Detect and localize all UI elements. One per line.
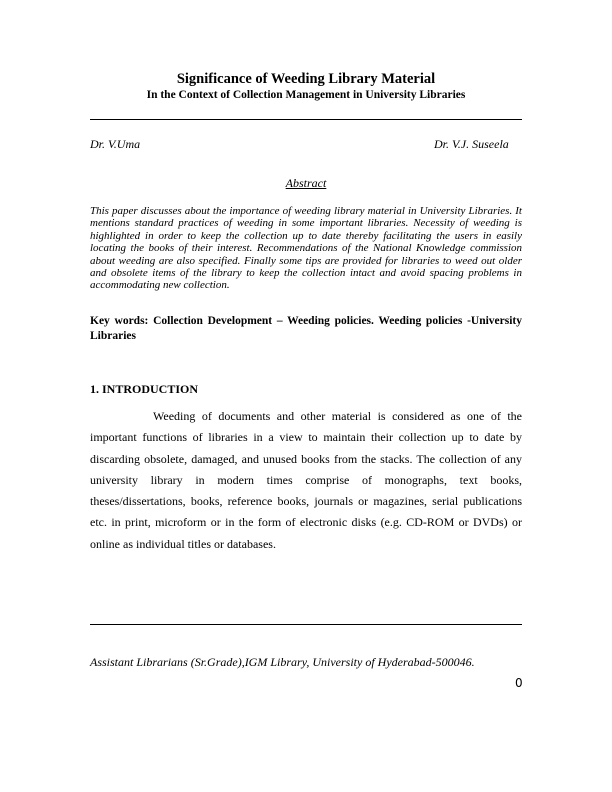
footnote: Assistant Librarians (Sr.Grade),IGM Library, University of Hyderabad-500046. [90,655,475,669]
footnote-rule [90,624,522,625]
paper-subtitle: In the Context of Collection Management in University Libraries [146,89,466,101]
author-left: Dr. V.Uma [90,137,141,151]
paper-title: Significance of Weeding Library Material [176,71,436,87]
page-number: 0 [515,676,523,690]
author-right: Dr. V.J. Suseela [434,137,509,151]
keywords: Key words: Collection Development – Weeding policies. Weeding policies -University Libraries [90,315,522,342]
abstract-heading: Abstract [285,176,327,190]
section-heading-introduction: 1. INTRODUCTION [90,382,199,396]
abstract-body: This paper discusses about the importance of weeding library material in University Libraries. It mentions standard practices of weeding in some important libraries. Necessity of weeding is highlighted in order to keep the collection up to date thereby facilitating the users in easily locating the books of their interest. Recommendations of the National Knowledge commission about weeding are also specified. Finally some tips are provided for libraries to weed out older and obsolete items of the library to keep the collection intact and avoid spacing problems in accommodating new collection. [90,205,522,292]
introduction-body: Weeding of documents and other material is considered as one of the important functions of libraries in a view to maintain their collection up to date by discarding obsolete, damaged, and unused books from the stacks. The collection of any university library in modern times comprise of monographs, text books, theses/dissertations, books, reference books, journals or magazines, serial publications etc. in print, microform or in the form of electronic disks (e.g. CD-ROM or DVDs) or online as individual titles or databases. [90,409,522,551]
header-rule [90,119,522,120]
